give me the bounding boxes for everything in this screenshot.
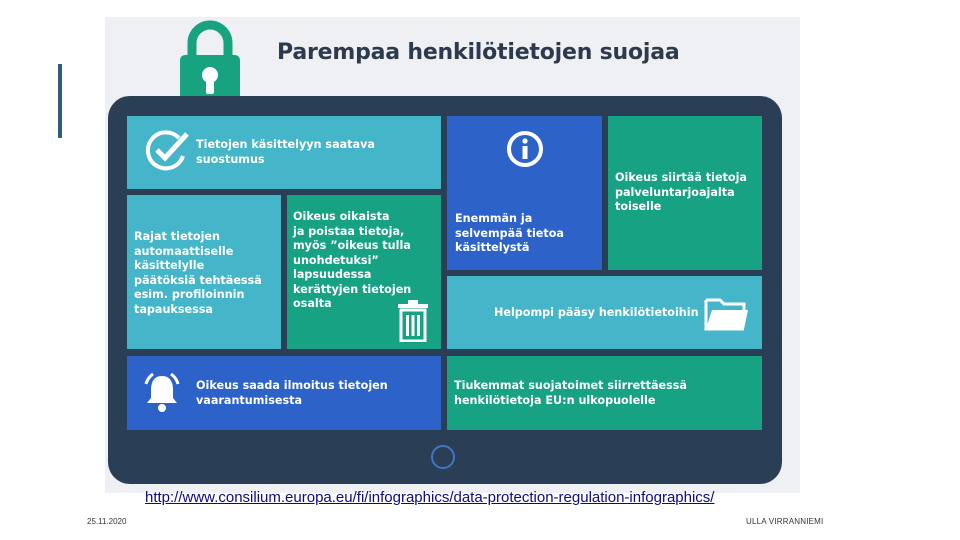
folder-icon bbox=[704, 294, 750, 332]
tablet-home-button bbox=[431, 445, 455, 469]
tile-consent-text: Tietojen käsittelyyn saatava suostumus bbox=[196, 138, 375, 166]
tile-automated-processing bbox=[127, 195, 281, 349]
tile-information-text: Enemmän ja selvempää tietoa käsittelystä bbox=[455, 212, 564, 254]
source-link[interactable]: http://www.consilium.europa.eu/fi/infographics/data-protection-regulation-infographics/ bbox=[145, 489, 715, 506]
slide-author: ULLA VIRRANNIEMI bbox=[746, 517, 824, 526]
tile-right-to-be-forgotten-text: Oikeus oikaista ja poistaa tietoja, myös ”oikeus tulla unohdetuksi” lapsuudessa kerättyjen tietojen osalta bbox=[293, 210, 412, 310]
alarm-bell-icon bbox=[140, 370, 184, 414]
tile-automated-processing-text: Rajat tietojen automaattiselle käsittelylle päätöksiä tehtäessä esim. profiloinnin tapauksessa bbox=[134, 230, 262, 316]
tile-stricter-safeguards bbox=[447, 356, 762, 430]
tile-stricter-safeguards-text: Tiukemmat suojatoimet siirrettäessä henkilötietoja EU:n ulkopuolelle bbox=[454, 379, 687, 407]
tile-breach-notification bbox=[127, 356, 441, 430]
info-icon bbox=[506, 130, 544, 168]
tile-data-portability bbox=[608, 116, 762, 270]
checkmark-icon bbox=[145, 130, 191, 172]
tile-easier-access bbox=[447, 276, 762, 349]
tile-breach-notification-text: Oikeus saada ilmoitus tietojen vaarantumisesta bbox=[196, 379, 388, 407]
tile-easier-access-text: Helpompi pääsy henkilötietoihin bbox=[494, 306, 699, 319]
tile-consent bbox=[127, 116, 441, 189]
tile-information bbox=[447, 116, 602, 270]
tile-data-portability-text: Oikeus siirtää tietoja palveluntarjoajalta toiselle bbox=[615, 171, 747, 213]
slide-date: 25.11.2020 bbox=[87, 517, 127, 526]
trash-icon bbox=[397, 300, 429, 342]
tile-right-to-be-forgotten bbox=[287, 195, 441, 349]
accent-line bbox=[58, 64, 62, 138]
infographic-title: Parempaa henkilötietojen suojaa bbox=[277, 40, 680, 65]
